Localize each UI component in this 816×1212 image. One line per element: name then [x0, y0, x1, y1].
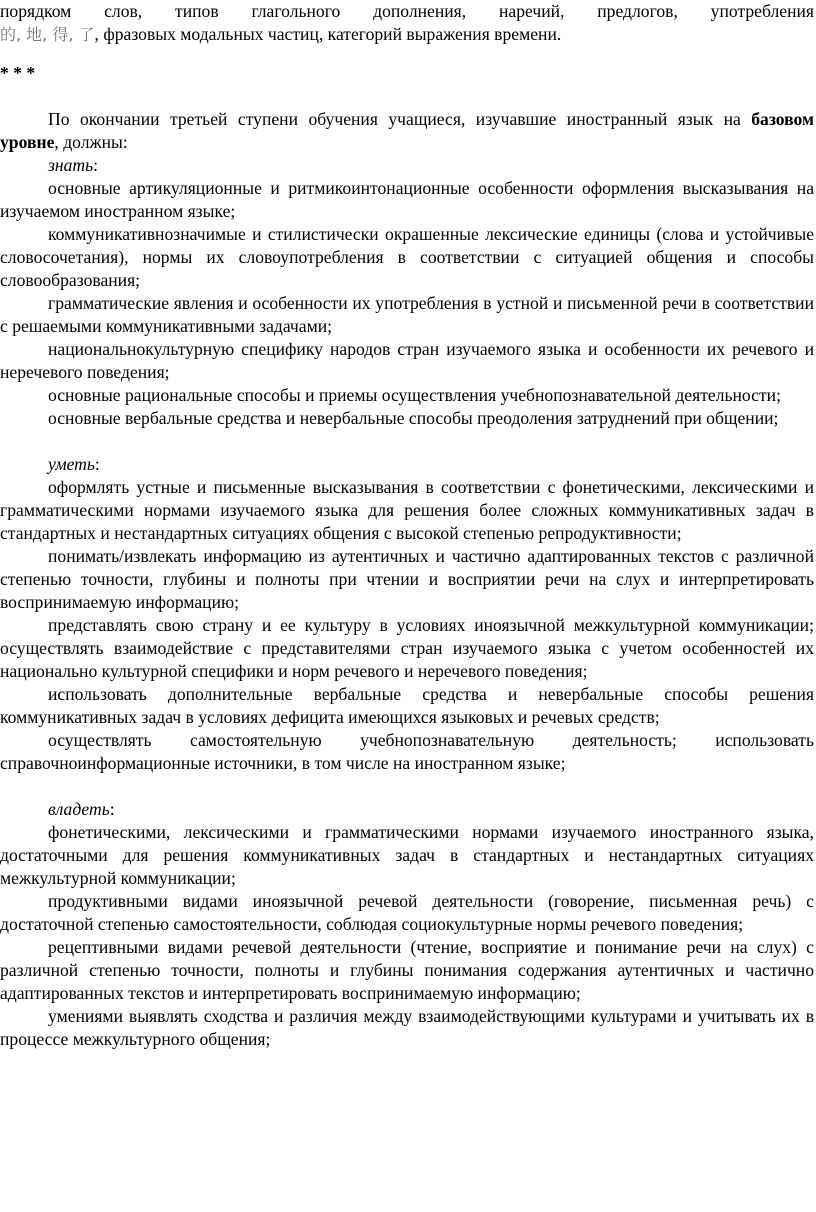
section-label-master: владеть: — [48, 799, 115, 819]
list-item: рецептивными видами речевой деятельности (чтение, восприятие и понимание речи на слух) с различной степенью точности, полноты и глубины понимания содержания аутентичных и частично адаптированных текстов и интерпретировать воспринимаемую информацию; — [0, 937, 814, 1003]
list-item: представлять свою страну и ее культуру в условиях иноязычной межкультурной коммуникации; осуществлять взаимодействие с представителями стран изучаемого языка с учетом особенностей их национально культурной специфики и норм речевого и неречевого поведения; — [0, 615, 814, 681]
list-item: коммуникативнозначимые и стилистически окрашенные лексические единицы (слова и устойчивые словосочетания), нормы их словоупотребления в соответствии с ситуацией общения и способы словообразования; — [0, 224, 814, 290]
chinese-particles: 的, 地, 得, 了 — [0, 25, 95, 44]
lead-bold: базовом уровне — [0, 109, 814, 152]
lead-paragraph: По окончании третьей ступени обучения учащиеся, изучавшие иностранный язык на базовом уровне, должны: — [0, 109, 814, 152]
section-separator: * * * — [0, 63, 36, 83]
list-item: продуктивными видами иноязычной речевой деятельности (говорение, письменная речь) с достаточной степенью самостоятельности, соблюдая социокультурные нормы речевого поведения; — [0, 891, 814, 934]
spacer — [0, 775, 814, 798]
list-item: национальнокультурную специфику народов стран изучаемого языка и особенности их речевого и неречевого поведения; — [0, 339, 814, 382]
list-item: основные артикуляционные и ритмикоинтонационные особенности оформления высказывания на изучаемом иностранном языке; — [0, 178, 814, 221]
list-item: фонетическими, лексическими и грамматическими нормами изучаемого иностранного языка, достаточными для решения коммуникативных задач в стандартных и нестандартных ситуациях межкультурной коммуникации; — [0, 822, 814, 888]
list-item: основные рациональные способы и приемы осуществления учебнопознавательной деятельности; — [48, 385, 781, 405]
list-item: умениями выявлять сходства и различия между взаимодействующими культурами и учитывать их в процессе межкультурного общения; — [0, 1006, 814, 1049]
list-item: осуществлять самостоятельную учебнопознавательную деятельность; использовать справочноинформационные источники, в том числе на иностранном языке; — [0, 730, 814, 773]
list-item: использовать дополнительные вербальные средства и невербальные способы решения коммуникативных задач в условиях дефицита имеющихся языковых и речевых средств; — [0, 684, 814, 727]
list-item: оформлять устные и письменные высказывания в соответствии с фонетическими, лексическими и грамматическими нормами изучаемого языка для решения более сложных коммуникативных задач в стандартных и нестандартных ситуациях общения с высокой степенью репродуктивности; — [0, 477, 814, 543]
section-label-know: знать: — [48, 155, 98, 175]
spacer — [0, 46, 814, 62]
spacer — [0, 85, 814, 108]
section-label-can: уметь: — [48, 454, 100, 474]
list-item: основные вербальные средства и невербальные способы преодоления затруднений при общении; — [48, 408, 779, 428]
intro-line-2 — [0, 23, 814, 46]
list-item: грамматические явления и особенности их употребления в устной и письменной речи в соответствии с решаемыми коммуникативными задачами; — [0, 293, 814, 336]
list-item: понимать/извлекать информацию из аутентичных и частично адаптированных текстов с различной степенью точности, глубины и полноты при чтении и восприятии речи на слух и интерпретировать воспринимаемую информацию; — [0, 546, 814, 612]
intro-line-2-text: , фразовых модальных частиц, категорий выражения времени. — [94, 24, 562, 44]
spacer — [0, 430, 814, 453]
intro-line-1: порядком слов, типов глагольного дополнения, наречий, предлогов, употребления — [0, 1, 814, 21]
